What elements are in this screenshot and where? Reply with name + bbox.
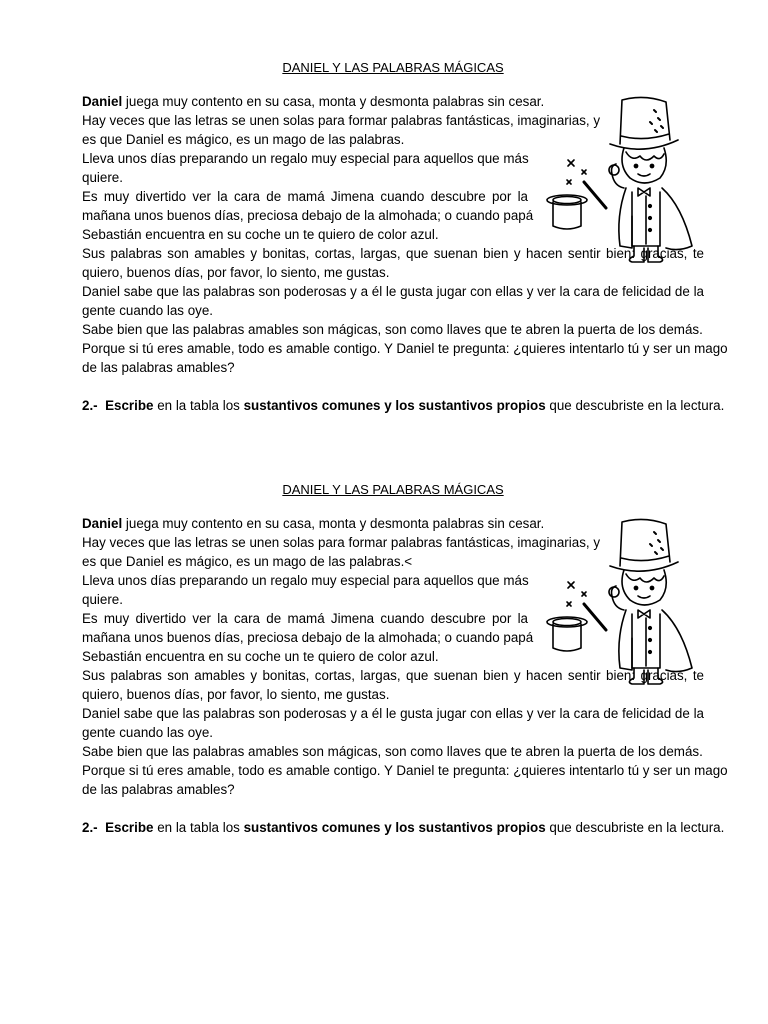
task-verb: Escribe (105, 820, 154, 835)
reading-section-1 (82, 60, 728, 440)
paragraph-line: quiere. (82, 592, 123, 607)
paragraph-line: Porque si tú eres amable, todo es amable contigo. Y Daniel te pregunta: ¿quieres intentarlo tú y ser un mago (82, 763, 728, 778)
magician-icon (520, 518, 702, 688)
task-verb: Escribe (105, 398, 154, 413)
paragraph-line: es que Daniel es mágico, es un mago de las palabras. (82, 132, 405, 147)
paragraph-line: Daniel sabe que las palabras son poderosas y a él le gusta jugar con ellas y ver la cara de felicidad de la (82, 706, 704, 721)
first-word: Daniel (82, 516, 123, 531)
reading-title: DANIEL Y LAS PALABRAS MÁGICAS (282, 482, 504, 497)
paragraph-line: quiero, buenos días, por favor, lo siento, me gustas. (82, 265, 390, 280)
paragraph-line: de las palabras amables? (82, 360, 235, 375)
paragraph-line: Es muy divertido ver la cara de mamá Jimena cuando descubre por la (82, 189, 528, 204)
paragraph-line: Sus palabras son amables y bonitas, cortas, largas, que suenan bien y hacen sentir bien: gracias, te (82, 246, 704, 261)
paragraph-line: quiere. (82, 170, 123, 185)
paragraph-line: mañana unos buenos días, preciosa debajo de la almohada; o cuando papá (82, 630, 534, 645)
task-emphasis: sustantivos comunes y los sustantivos propios (243, 398, 546, 413)
task-instruction: 2.- Escribe en la tabla los sustantivos comunes y los sustantivos propios que descubriste en la lectura. (82, 398, 725, 413)
paragraph-line: Daniel juega muy contento en su casa, monta y desmonta palabras sin cesar. (82, 94, 545, 109)
paragraph-line: Es muy divertido ver la cara de mamá Jimena cuando descubre por la (82, 611, 528, 626)
task-number: 2.- (82, 398, 98, 413)
paragraph-line: mañana unos buenos días, preciosa debajo de la almohada; o cuando papá (82, 208, 534, 223)
task-emphasis: sustantivos comunes y los sustantivos propios (243, 820, 546, 835)
paragraph-line: quiero, buenos días, por favor, lo siento, me gustas. (82, 687, 390, 702)
paragraph-line: Lleva unos días preparando un regalo muy especial para aquellos que más (82, 573, 529, 588)
task-instruction: 2.- Escribe en la tabla los sustantivos comunes y los sustantivos propios que descubriste en la lectura. (82, 820, 725, 835)
paragraph-line: Porque si tú eres amable, todo es amable contigo. Y Daniel te pregunta: ¿quieres intentarlo tú y ser un mago (82, 341, 728, 356)
paragraph-line: Daniel juega muy contento en su casa, monta y desmonta palabras sin cesar. (82, 516, 545, 531)
paragraph-line: Sebastián encuentra en su coche un te quiero de color azul. (82, 227, 439, 242)
paragraph-line: es que Daniel es mágico, es un mago de las palabras.< (82, 554, 413, 569)
paragraph-line: Daniel sabe que las palabras son poderosas y a él le gusta jugar con ellas y ver la cara de felicidad de la (82, 284, 704, 299)
paragraph-line: gente cuando las oye. (82, 725, 214, 740)
paragraph-line: Hay veces que las letras se unen solas para formar palabras fantásticas, imaginarias, y (82, 113, 601, 128)
paragraph-line: Lleva unos días preparando un regalo muy especial para aquellos que más (82, 151, 529, 166)
first-word: Daniel (82, 94, 123, 109)
paragraph-line: de las palabras amables? (82, 782, 235, 797)
paragraph-line: Hay veces que las letras se unen solas para formar palabras fantásticas, imaginarias, y (82, 535, 601, 550)
paragraph-line: Sabe bien que las palabras amables son mágicas, son como llaves que te abren la puerta de los demás. (82, 744, 703, 759)
reading-title: DANIEL Y LAS PALABRAS MÁGICAS (282, 60, 504, 75)
magician-icon (520, 96, 702, 266)
paragraph-line: gente cuando las oye. (82, 303, 214, 318)
paragraph-line: Sabe bien que las palabras amables son mágicas, son como llaves que te abren la puerta de los demás. (82, 322, 703, 337)
task-number: 2.- (82, 820, 98, 835)
paragraph-line: Sus palabras son amables y bonitas, cortas, largas, que suenan bien y hacen sentir bien: gracias, te (82, 668, 704, 683)
reading-section-2 (82, 482, 728, 862)
paragraph-line: Sebastián encuentra en su coche un te quiero de color azul. (82, 649, 439, 664)
